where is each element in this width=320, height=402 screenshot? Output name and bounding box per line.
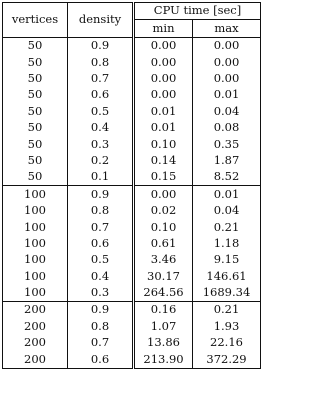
cell-cpu-min: 0.01 [134, 120, 193, 136]
cell-cpu-max: 22.16 [193, 335, 261, 351]
cell-density: 0.7 [68, 219, 134, 235]
table-row [3, 351, 261, 368]
table-row [3, 268, 261, 284]
header-max: max [193, 20, 261, 37]
cell-vertices: 50 [3, 87, 68, 103]
cell-density: 0.8 [68, 203, 134, 219]
cell-vertices: 200 [3, 318, 68, 334]
table-row [3, 153, 261, 169]
cell-cpu-max: 0.00 [193, 71, 261, 87]
cell-cpu-min: 0.00 [134, 54, 193, 70]
header-density: density [68, 3, 134, 38]
cell-vertices: 200 [3, 335, 68, 351]
cell-cpu-min: 30.17 [134, 268, 193, 284]
cell-density: 0.6 [68, 235, 134, 251]
header-vertices: vertices [3, 3, 68, 38]
cell-cpu-max: 0.01 [193, 87, 261, 103]
cell-cpu-max: 0.21 [193, 219, 261, 235]
cell-vertices: 200 [3, 302, 68, 319]
cell-density: 0.7 [68, 71, 134, 87]
table-row [3, 37, 261, 54]
results-table-container [2, 2, 261, 369]
cell-cpu-min: 264.56 [134, 285, 193, 302]
cell-cpu-min: 0.61 [134, 235, 193, 251]
table-row [3, 120, 261, 136]
cell-cpu-max: 1.18 [193, 235, 261, 251]
cell-cpu-min: 1.07 [134, 318, 193, 334]
cell-vertices: 50 [3, 136, 68, 152]
cell-density: 0.4 [68, 120, 134, 136]
cell-cpu-max: 372.29 [193, 351, 261, 368]
cell-cpu-max: 146.61 [193, 268, 261, 284]
cell-density: 0.6 [68, 351, 134, 368]
cell-vertices: 100 [3, 186, 68, 203]
cell-cpu-max: 0.00 [193, 54, 261, 70]
cell-cpu-min: 213.90 [134, 351, 193, 368]
cell-cpu-max: 0.21 [193, 302, 261, 319]
table-row [3, 285, 261, 302]
cell-vertices: 200 [3, 351, 68, 368]
cell-vertices: 50 [3, 37, 68, 54]
table-body [3, 37, 261, 368]
cell-vertices: 100 [3, 203, 68, 219]
cell-cpu-min: 0.10 [134, 219, 193, 235]
table-row [3, 302, 261, 319]
table-row [3, 71, 261, 87]
cell-vertices: 50 [3, 103, 68, 119]
cell-cpu-min: 0.16 [134, 302, 193, 319]
cell-density: 0.3 [68, 285, 134, 302]
cell-cpu-min: 3.46 [134, 252, 193, 268]
cell-cpu-max: 0.04 [193, 103, 261, 119]
cell-vertices: 100 [3, 285, 68, 302]
cell-vertices: 50 [3, 169, 68, 186]
cell-cpu-min: 0.10 [134, 136, 193, 152]
table-row [3, 252, 261, 268]
cell-density: 0.9 [68, 186, 134, 203]
table-row [3, 169, 261, 186]
cell-density: 0.7 [68, 335, 134, 351]
table-row [3, 335, 261, 351]
cell-vertices: 50 [3, 153, 68, 169]
table-row [3, 54, 261, 70]
cell-cpu-min: 0.01 [134, 103, 193, 119]
cell-cpu-max: 1.93 [193, 318, 261, 334]
cell-vertices: 100 [3, 268, 68, 284]
cell-cpu-max: 8.52 [193, 169, 261, 186]
cell-cpu-min: 0.00 [134, 87, 193, 103]
cell-vertices: 100 [3, 252, 68, 268]
table-row [3, 318, 261, 334]
cell-density: 0.4 [68, 268, 134, 284]
cell-cpu-min: 0.15 [134, 169, 193, 186]
cell-density: 0.5 [68, 103, 134, 119]
table-row [3, 219, 261, 235]
header-cpu-time: CPU time [sec] [134, 3, 261, 20]
cell-cpu-max: 0.00 [193, 37, 261, 54]
cell-cpu-min: 0.02 [134, 203, 193, 219]
cell-vertices: 100 [3, 235, 68, 251]
cell-cpu-min: 0.00 [134, 186, 193, 203]
cell-cpu-max: 1.87 [193, 153, 261, 169]
cell-vertices: 50 [3, 54, 68, 70]
cell-vertices: 50 [3, 120, 68, 136]
cell-cpu-min: 0.00 [134, 37, 193, 54]
cell-cpu-max: 0.08 [193, 120, 261, 136]
cell-cpu-min: 0.00 [134, 71, 193, 87]
table-row [3, 235, 261, 251]
cell-cpu-max: 9.15 [193, 252, 261, 268]
table-row [3, 186, 261, 203]
cell-density: 0.9 [68, 37, 134, 54]
cell-density: 0.3 [68, 136, 134, 152]
cell-cpu-max: 0.35 [193, 136, 261, 152]
cell-cpu-max: 0.04 [193, 203, 261, 219]
table-row [3, 103, 261, 119]
cell-density: 0.9 [68, 302, 134, 319]
cell-cpu-min: 13.86 [134, 335, 193, 351]
cell-density: 0.2 [68, 153, 134, 169]
cpu-time-table [2, 2, 261, 369]
header-min: min [134, 20, 193, 37]
cell-cpu-max: 0.01 [193, 186, 261, 203]
table-row [3, 136, 261, 152]
cell-cpu-min: 0.14 [134, 153, 193, 169]
cell-density: 0.1 [68, 169, 134, 186]
cell-density: 0.8 [68, 54, 134, 70]
cell-density: 0.5 [68, 252, 134, 268]
cell-density: 0.8 [68, 318, 134, 334]
cell-vertices: 100 [3, 219, 68, 235]
cell-vertices: 50 [3, 71, 68, 87]
table-row [3, 203, 261, 219]
cell-density: 0.6 [68, 87, 134, 103]
table-row [3, 87, 261, 103]
cell-cpu-max: 1689.34 [193, 285, 261, 302]
table-header [3, 3, 261, 38]
